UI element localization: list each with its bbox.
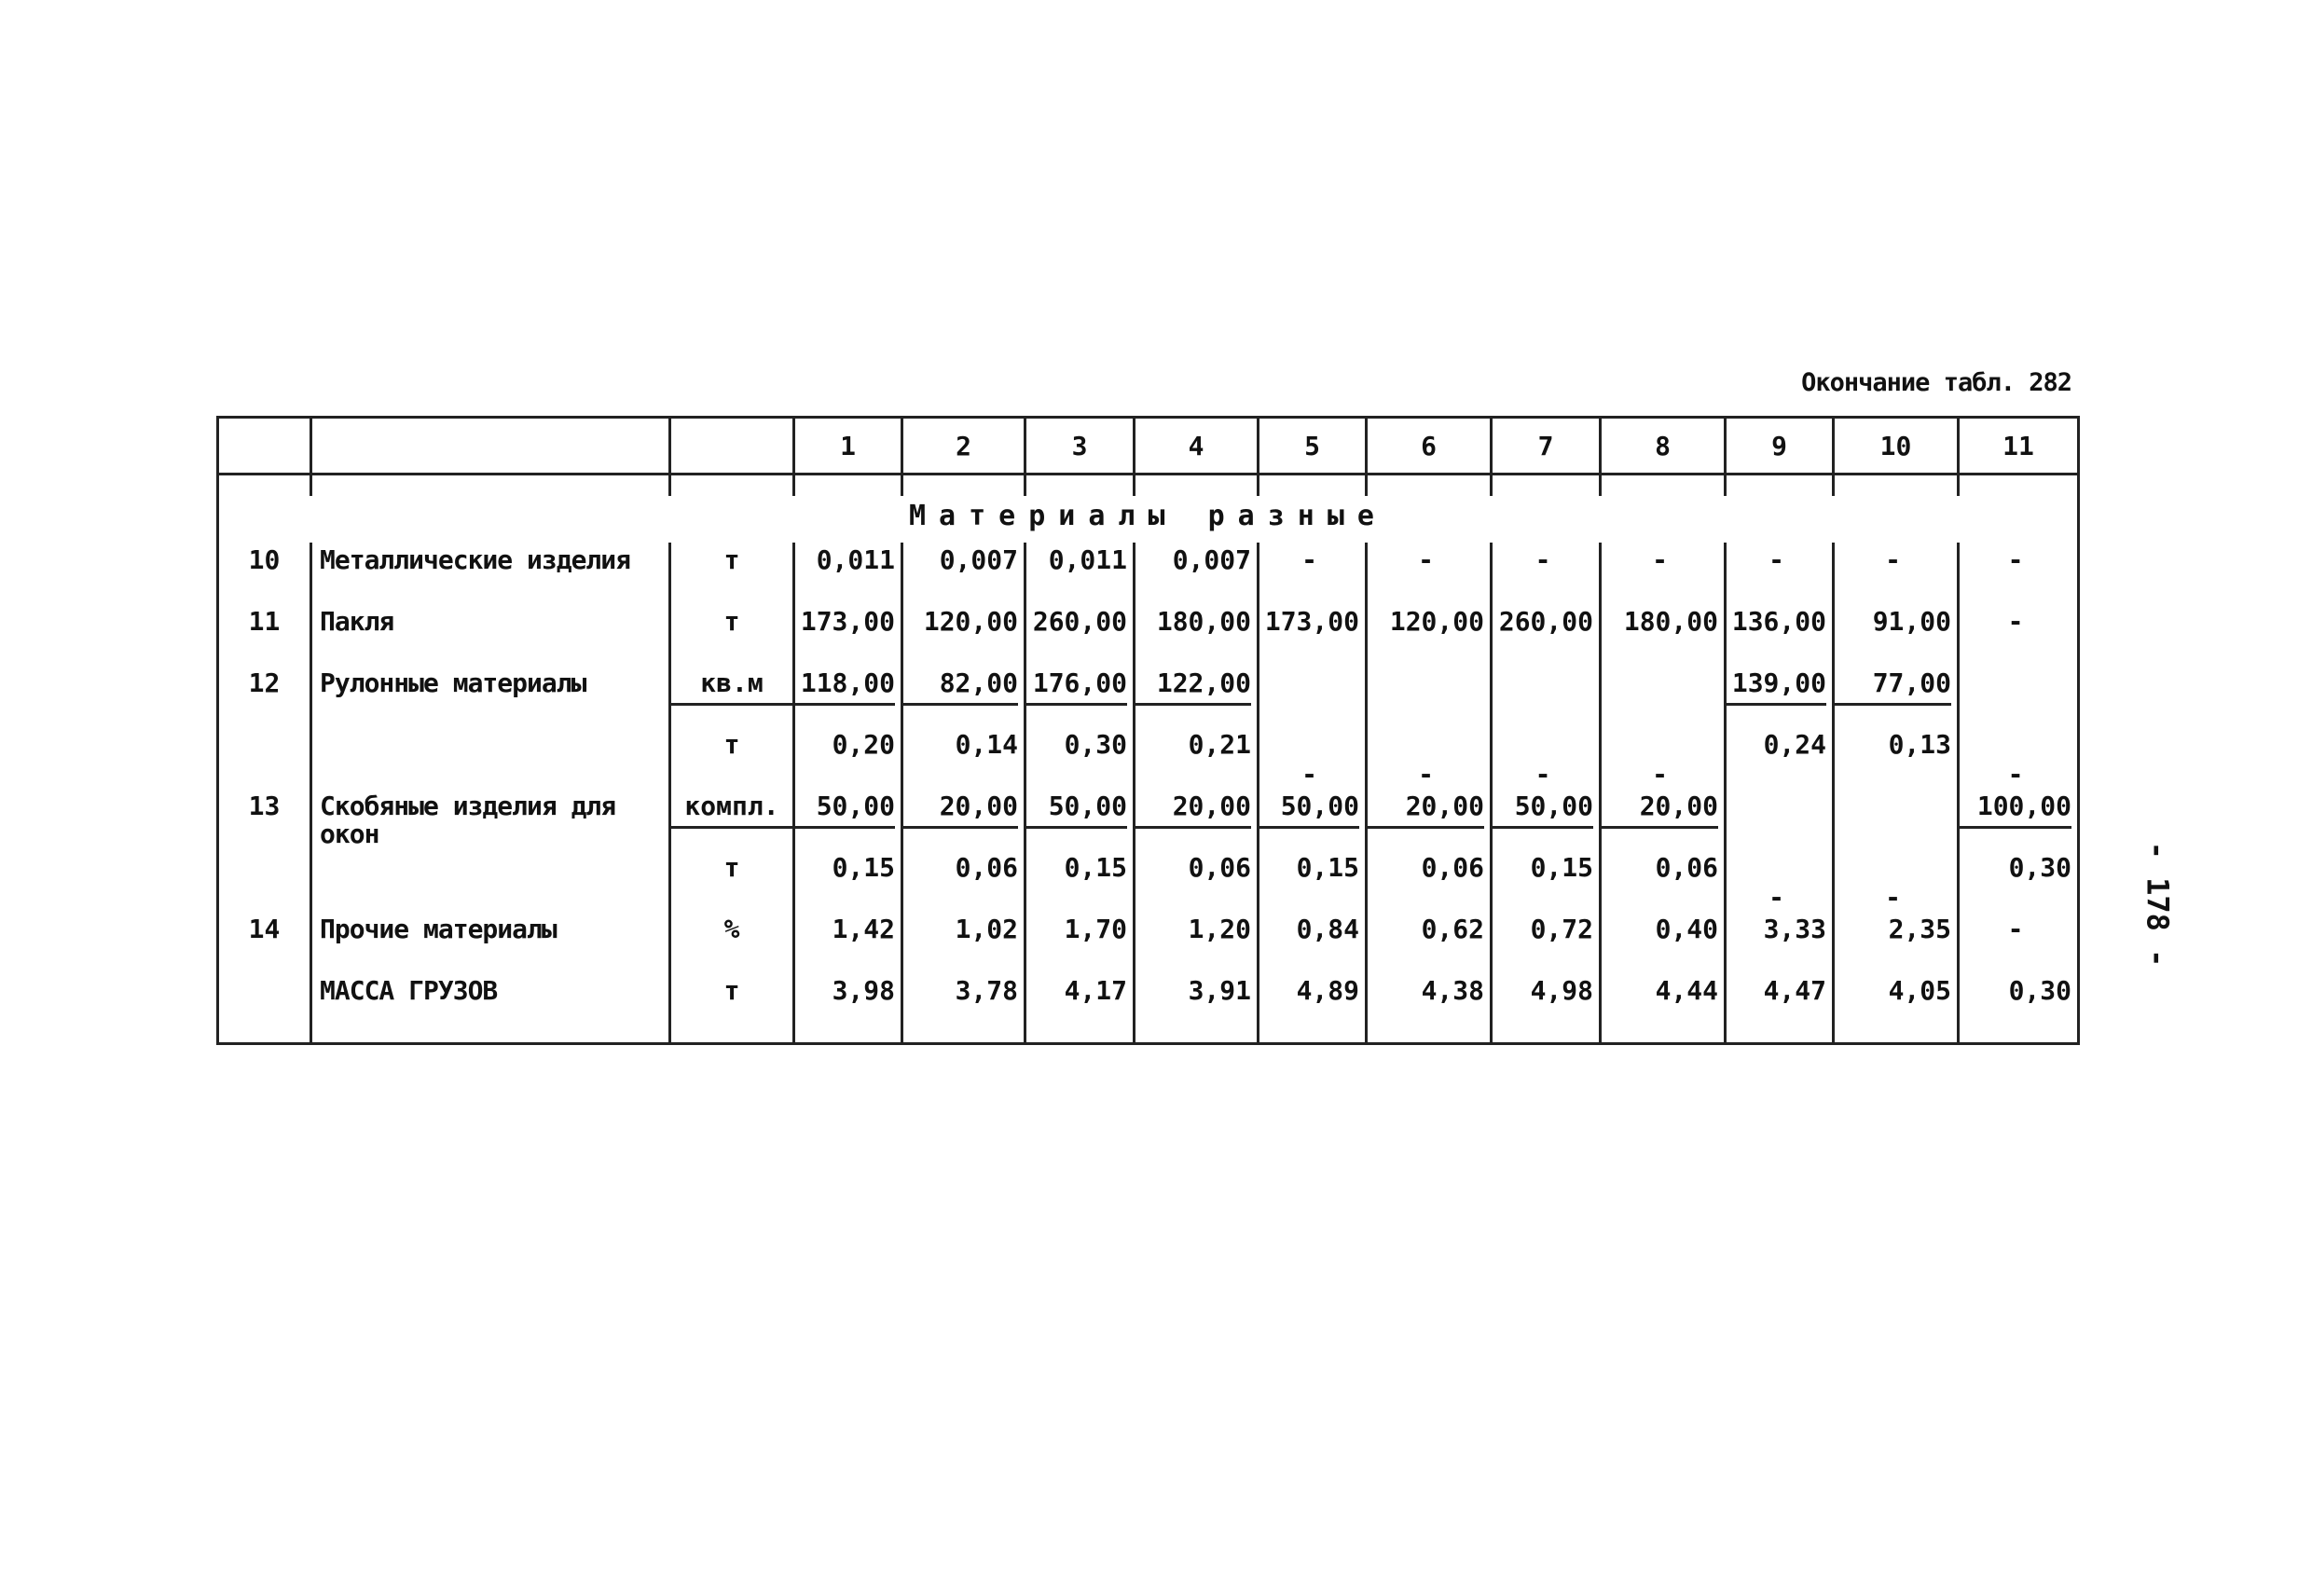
cell-value: -: [1601, 666, 1726, 789]
cell-value: -: [1367, 543, 1492, 604]
cell-value: 4,17: [1025, 973, 1135, 1044]
cell-value: 136,00: [1726, 604, 1834, 666]
cell-value: 0,007: [902, 543, 1025, 604]
cell-value: 100,00: [1960, 792, 2071, 829]
row-name: [311, 727, 670, 789]
cell-value: 50,00: [795, 792, 895, 829]
cell-value: -: [1259, 666, 1367, 789]
cell-value: 0,72: [1492, 912, 1601, 973]
cell-value: 0,30: [1959, 973, 2079, 1044]
cell-value: 50,00: [1493, 792, 1593, 829]
cell-value: 20,00: [1368, 792, 1484, 829]
row-unit: т: [670, 604, 794, 666]
cell-value: 118,00: [795, 669, 895, 706]
header-cell-5: 5: [1259, 418, 1367, 475]
cell-value: -: [1959, 912, 2079, 973]
row-unit: т: [670, 850, 794, 912]
row-name: Пакля: [311, 604, 670, 666]
cell-value: 0,62: [1367, 912, 1492, 973]
cell-value: 176,00: [1026, 669, 1127, 706]
cell-value: -: [1492, 543, 1601, 604]
spacer-row: [218, 475, 2079, 497]
cell-value: 3,91: [1135, 973, 1259, 1044]
cell-value: -: [1726, 789, 1834, 912]
cell-value: 4,47: [1726, 973, 1834, 1044]
cell-value: 1,42: [794, 912, 902, 973]
cell-value: -: [1959, 666, 2079, 789]
table-caption: Окончание табл. 282: [1801, 368, 2071, 397]
row-number: 10: [248, 544, 281, 575]
section-title: Материалы разные: [909, 500, 1387, 532]
row-number: [218, 973, 311, 1044]
section-row: [218, 496, 2079, 543]
cell-value: 1,20: [1135, 912, 1259, 973]
header-row: [218, 418, 2079, 475]
cell-value: -: [1834, 543, 1959, 604]
table-row: [218, 604, 2079, 666]
cell-value: 0,15: [794, 850, 902, 912]
header-cell-4: 4: [1135, 418, 1259, 475]
cell-value: 77,00: [1835, 669, 1951, 706]
cell-value: 4,44: [1601, 973, 1726, 1044]
header-cell-7: 7: [1492, 418, 1601, 475]
cell-value: 0,20: [794, 727, 902, 789]
table-row: [218, 912, 2079, 973]
cell-value: 3,78: [902, 973, 1025, 1044]
total-row: [218, 973, 2079, 1044]
cell-value: 2,35: [1834, 912, 1959, 973]
cell-value: 0,007: [1135, 543, 1259, 604]
header-cell-8: 8: [1601, 418, 1726, 475]
cell-value: 20,00: [1135, 792, 1251, 829]
header-cell-unit: [670, 418, 794, 475]
header-cell-name: [311, 418, 670, 475]
header-cell-9: 9: [1726, 418, 1834, 475]
row-number: 11: [248, 606, 281, 637]
cell-value: -: [1492, 666, 1601, 789]
cell-value: 0,15: [1259, 850, 1367, 912]
cell-value: 120,00: [1367, 604, 1492, 666]
cell-value: 20,00: [903, 792, 1018, 829]
cell-value: 0,24: [1726, 727, 1834, 789]
materials-table: [216, 416, 2080, 1045]
cell-value: 0,011: [794, 543, 902, 604]
cell-value: 173,00: [1259, 604, 1367, 666]
row-number: 12: [248, 667, 281, 698]
cell-value: -: [1834, 789, 1959, 912]
table-row: [218, 543, 2079, 604]
header-cell-2: 2: [902, 418, 1025, 475]
cell-value: 0,13: [1834, 727, 1959, 789]
cell-value: 91,00: [1834, 604, 1959, 666]
table-row: [218, 727, 2079, 789]
cell-value: 173,00: [794, 604, 902, 666]
cell-value: 120,00: [902, 604, 1025, 666]
cell-value: 0,30: [1959, 850, 2079, 912]
cell-value: 4,89: [1259, 973, 1367, 1044]
row-number: [218, 850, 311, 912]
cell-value: 180,00: [1135, 604, 1259, 666]
cell-value: 1,70: [1025, 912, 1135, 973]
cell-value: -: [1367, 666, 1492, 789]
cell-value: 0,011: [1025, 543, 1135, 604]
cell-value: 0,06: [1367, 850, 1492, 912]
row-unit: кв.м: [671, 669, 792, 706]
cell-value: -: [1601, 543, 1726, 604]
cell-value: 122,00: [1135, 669, 1251, 706]
header-cell-6: 6: [1367, 418, 1492, 475]
cell-value: 4,05: [1834, 973, 1959, 1044]
cell-value: 50,00: [1259, 792, 1359, 829]
row-number: 13: [248, 791, 281, 821]
row-name: Скобяные изделия для окон: [311, 789, 670, 850]
row-unit: т: [670, 543, 794, 604]
cell-value: 0,06: [902, 850, 1025, 912]
row-name: МАССА ГРУЗОВ: [311, 973, 670, 1044]
row-name: [311, 850, 670, 912]
row-name: Металлические изделия: [311, 543, 670, 604]
cell-value: 0,06: [1601, 850, 1726, 912]
cell-value: 0,06: [1135, 850, 1259, 912]
cell-value: 0,40: [1601, 912, 1726, 973]
cell-value: 260,00: [1492, 604, 1601, 666]
page-number: [2137, 839, 2178, 970]
header-cell-3: 3: [1025, 418, 1135, 475]
cell-value: 0,14: [902, 727, 1025, 789]
cell-value: 20,00: [1602, 792, 1718, 829]
row-number: 14: [248, 914, 281, 944]
row-unit: компл.: [671, 792, 792, 829]
table-row: [218, 666, 2079, 727]
cell-value: 82,00: [903, 669, 1018, 706]
cell-value: 0,30: [1025, 727, 1135, 789]
cell-value: 260,00: [1025, 604, 1135, 666]
row-number: [218, 727, 311, 789]
row-name: Прочие материалы: [311, 912, 670, 973]
row-unit: %: [670, 912, 794, 973]
cell-value: 0,15: [1492, 850, 1601, 912]
cell-value: 139,00: [1727, 669, 1826, 706]
cell-value: 4,98: [1492, 973, 1601, 1044]
cell-value: -: [1959, 543, 2079, 604]
cell-value: 0,15: [1025, 850, 1135, 912]
cell-value: 1,02: [902, 912, 1025, 973]
cell-value: 3,98: [794, 973, 902, 1044]
table-row: [218, 789, 2079, 850]
cell-value: 50,00: [1026, 792, 1127, 829]
cell-value: -: [1259, 543, 1367, 604]
cell-value: 4,38: [1367, 973, 1492, 1044]
page-number-text: - 178 -: [2140, 841, 2176, 968]
row-unit: т: [670, 973, 794, 1044]
cell-value: 3,33: [1726, 912, 1834, 973]
cell-value: 0,21: [1135, 727, 1259, 789]
header-cell-1: 1: [794, 418, 902, 475]
header-cell-10: 10: [1834, 418, 1959, 475]
row-name: Рулонные материалы: [311, 666, 670, 727]
cell-value: 0,84: [1259, 912, 1367, 973]
header-cell-11: 11: [1959, 418, 2079, 475]
cell-value: -: [1726, 543, 1834, 604]
cell-value: 180,00: [1601, 604, 1726, 666]
row-unit: т: [670, 727, 794, 789]
header-cell-num: [218, 418, 311, 475]
cell-value: -: [1959, 604, 2079, 666]
